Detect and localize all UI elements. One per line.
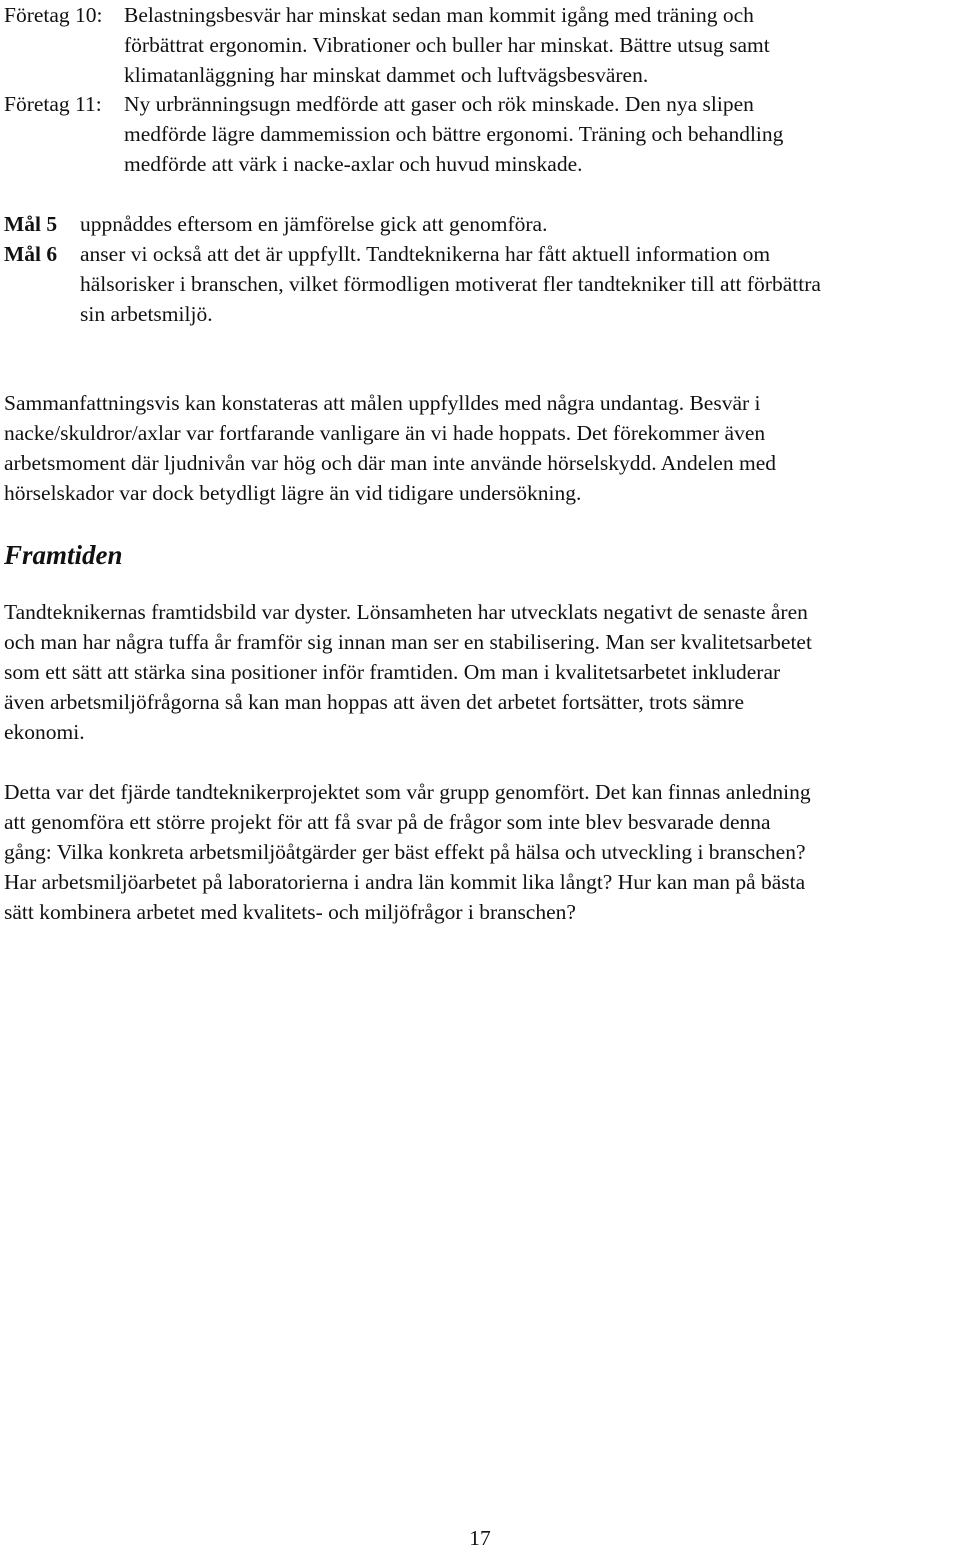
- future-paragraph-2-line: sätt kombinera arbetet med kvalitets- och miljöfrågor i branschen?: [4, 900, 576, 924]
- goal-5-line: uppnåddes eftersom en jämförelse gick att genomföra.: [80, 212, 548, 236]
- company-10-label: Företag 10:: [4, 3, 103, 27]
- summary-line: hörselskador var dock betydligt lägre än vid tidigare undersökning.: [4, 481, 582, 505]
- company-11-line: medförde lägre dammemission och bättre ergonomi. Träning och behandling: [124, 122, 784, 146]
- goal-6-line: hälsorisker i branschen, vilket förmodligen motiverat fler tandtekniker till att förbättra: [80, 272, 821, 296]
- company-11-line: Ny urbränningsugn medförde att gaser och rök minskade. Den nya slipen: [124, 92, 754, 116]
- future-paragraph-1-line: som ett sätt att stärka sina positioner inför framtiden. Om man i kvalitetsarbetet inkluderar: [4, 660, 781, 684]
- company-11-line: medförde att värk i nacke-axlar och huvud minskade.: [124, 152, 583, 176]
- section-heading: Framtiden: [4, 540, 123, 570]
- goal-6-line: sin arbetsmiljö.: [80, 302, 213, 326]
- company-10-line: klimatanläggning har minskat dammet och luftvägsbesvären.: [124, 63, 649, 87]
- company-10-line: Belastningsbesvär har minskat sedan man kommit igång med träning och: [124, 3, 754, 27]
- summary-line: arbetsmoment där ljudnivån var hög och där man inte använde hörselskydd. Andelen med: [4, 451, 776, 475]
- future-paragraph-2-line: gång: Vilka konkreta arbetsmiljöåtgärder ger bäst effekt på hälsa och utveckling i branschen?: [4, 840, 806, 864]
- future-paragraph-2-line: Detta var det fjärde tandteknikerprojektet som vår grupp genomfört. Det kan finnas anledning: [4, 780, 811, 804]
- summary-line: Sammanfattningsvis kan konstateras att målen uppfylldes med några undantag. Besvär i: [4, 391, 761, 415]
- summary-line: nacke/skuldror/axlar var fortfarande vanligare än vi hade hoppats. Det förekommer även: [4, 421, 766, 445]
- future-paragraph-2-line: att genomföra ett större projekt för att få svar på de frågor som inte blev besvarade denna: [4, 810, 771, 834]
- future-paragraph-1-line: även arbetsmiljöfrågorna så kan man hoppas att även det arbetet fortsätter, trots sämre: [4, 690, 745, 714]
- page-number: 17: [469, 1526, 491, 1550]
- future-paragraph-1-line: och man har några tuffa år framför sig innan man ser en stabilisering. Man ser kvalitetsarbetet: [4, 630, 812, 654]
- goal-6-line: anser vi också att det är uppfyllt. Tandteknikerna har fått aktuell information om: [80, 242, 771, 266]
- goal-6-label: Mål 6: [4, 242, 58, 266]
- company-11-label: Företag 11:: [4, 92, 102, 116]
- company-10-line: förbättrat ergonomin. Vibrationer och buller har minskat. Bättre utsug samt: [124, 33, 770, 57]
- goal-5-label: Mål 5: [4, 212, 58, 236]
- future-paragraph-1-line: Tandteknikernas framtidsbild var dyster. Lönsamheten har utvecklats negativt de senaste åren: [4, 600, 808, 624]
- future-paragraph-1-line: ekonomi.: [4, 720, 85, 744]
- future-paragraph-2-line: Har arbetsmiljöarbetet på laboratorierna i andra län kommit lika långt? Hur kan man på bästa: [4, 870, 806, 894]
